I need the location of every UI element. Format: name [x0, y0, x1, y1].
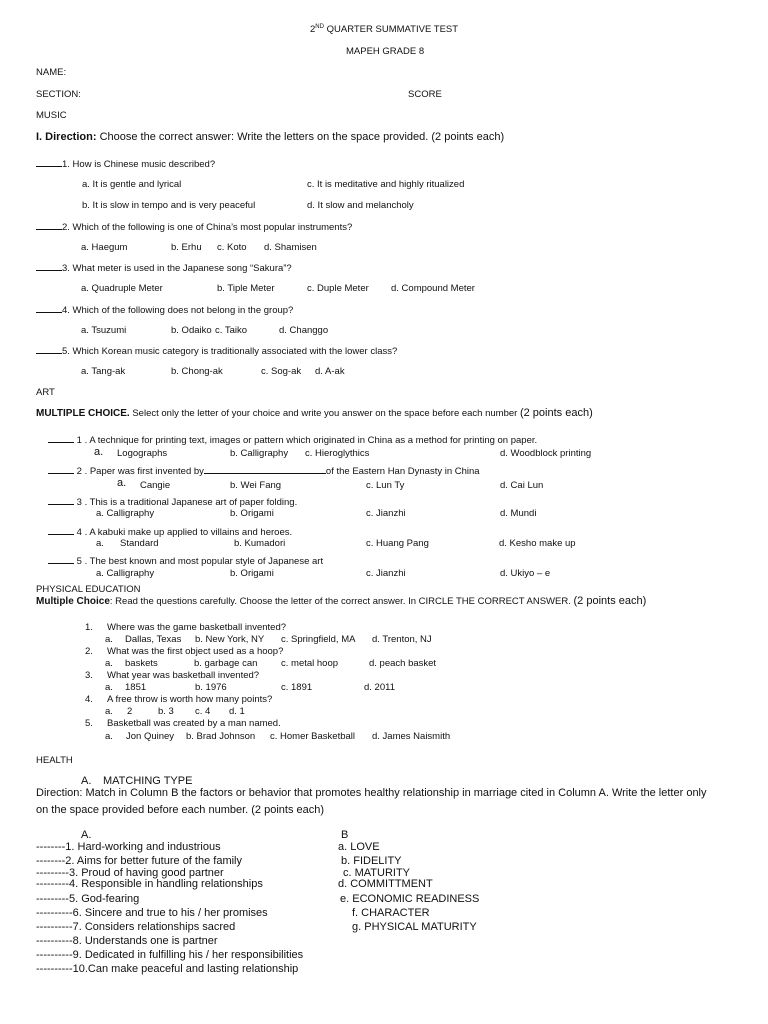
- pe-q4-option-d: d. 1: [229, 706, 245, 717]
- answer-blank: [48, 434, 74, 443]
- pe-q2-option-d: d. peach basket: [369, 658, 437, 669]
- question-text: 3 . This is a traditional Japanese art of paper folding.: [76, 497, 298, 508]
- pe-q3-option-a: 1851: [125, 682, 147, 693]
- music-q1-option-c: c. It is meditative and highly ritualized: [307, 179, 465, 190]
- art-question-1: [48, 434, 537, 446]
- art-q3-option-c: c. Jianzhi: [366, 508, 406, 519]
- answer-blank: [48, 496, 74, 505]
- music-q3-option-d: d. Compound Meter: [391, 283, 475, 294]
- art-q1-option-b: b. Calligraphy: [230, 448, 289, 459]
- pe-heading: PHYSICAL EDUCATION: [36, 584, 141, 595]
- pe-q4-option-c: c. 4: [195, 706, 211, 717]
- question-text: 4. Which of the following does not belong in the group?: [62, 305, 294, 316]
- art-q4-option-a-letter: a.: [96, 538, 104, 549]
- direction-text: Choose the correct answer: Write the letters on the space provided. (2 points each): [96, 131, 505, 143]
- answer-blank: [36, 345, 62, 354]
- art-question-4: [48, 526, 292, 538]
- art-q2-option-b: b. Wei Fang: [230, 480, 282, 491]
- art-q4-option-c: c. Huang Pang: [366, 538, 429, 549]
- pe-q4-number: 4.: [85, 694, 93, 705]
- music-q3-option-c: c. Duple Meter: [307, 283, 369, 294]
- page-subtitle: MAPEH GRADE 8: [346, 46, 425, 57]
- music-q2-option-c: c. Koto: [217, 242, 247, 253]
- music-q5-option-d: d. A-ak: [315, 366, 345, 377]
- art-q1-option-a-letter: a.: [94, 446, 104, 458]
- pe-direction: [36, 595, 646, 607]
- direction-label: Multiple Choice: [36, 596, 110, 607]
- pe-q2-option-b: b. garbage can: [194, 658, 258, 669]
- pe-q4-option-a-letter: a.: [105, 706, 113, 717]
- pe-q1-option-a: Dallas, Texas: [125, 634, 182, 645]
- pe-q5-option-a-letter: a.: [105, 731, 113, 742]
- direction-text: : Read the questions carefully. Choose the letter of the correct answer. In CIRCLE THE CORRECT ANSWER.: [109, 596, 574, 607]
- column-a-item-5: ---------5. God-fearing: [36, 893, 140, 905]
- music-q4-option-b: b. Odaiko: [171, 325, 212, 336]
- music-heading: MUSIC: [36, 110, 67, 121]
- music-q2-option-d: d. Shamisen: [264, 242, 317, 253]
- art-heading: ART: [36, 387, 55, 398]
- column-a-item-1: --------1. Hard-working and industrious: [36, 841, 221, 853]
- title-superscript: ND: [315, 24, 324, 30]
- column-a-item-6: ----------6. Sincere and true to his / her promises: [36, 907, 268, 919]
- question-text: 5. Which Korean music category is traditionally associated with the lower class?: [62, 346, 398, 357]
- music-question-5: [36, 345, 397, 357]
- art-direction: [36, 407, 593, 419]
- column-a-item-10: ----------10.Can make peaceful and lasting relationship: [36, 963, 299, 975]
- column-b-heading: B: [341, 829, 349, 841]
- art-q1-option-a: Logographs: [117, 448, 168, 459]
- music-question-3: [36, 262, 292, 274]
- pe-q1-option-b: b. New York, NY: [195, 634, 265, 645]
- pe-q1-number: 1.: [85, 622, 93, 633]
- health-direction-line-2: on the space provided before each number. (2 points each): [36, 804, 325, 816]
- pe-q4-option-a: 2: [127, 706, 133, 717]
- art-q1-option-c: c. Hieroglythics: [305, 448, 370, 459]
- title-number: 2: [310, 24, 316, 36]
- music-q5-option-c: c. Sog-ak: [261, 366, 302, 377]
- title-text: QUARTER SUMMATIVE TEST: [323, 24, 459, 36]
- art-q2-option-c: c. Lun Ty: [366, 480, 405, 491]
- art-question-5: [48, 555, 323, 567]
- pe-question-5: Basketball was created by a man named.: [107, 718, 281, 729]
- music-q2-option-a: a. Haegum: [81, 242, 128, 253]
- direction-label: MULTIPLE CHOICE.: [36, 408, 130, 419]
- art-q4-option-a: Standard: [120, 538, 159, 549]
- pe-question-1: Where was the game basketball invented?: [107, 622, 287, 633]
- column-b-item-g: g. PHYSICAL MATURITY: [352, 921, 477, 933]
- pe-q2-option-c: c. metal hoop: [281, 658, 339, 669]
- art-question-3: [48, 496, 297, 508]
- art-q2-option-a: Cangie: [140, 480, 171, 491]
- matching-letter: A.: [81, 775, 92, 787]
- column-a-item-4: ---------4. Responsible in handling relationships: [36, 878, 263, 890]
- art-q3-option-d: d. Mundi: [500, 508, 537, 519]
- column-a-item-2: --------2. Aims for better future of the family: [36, 855, 242, 867]
- music-q2-option-b: b. Erhu: [171, 242, 202, 253]
- column-b-item-c: c. MATURITY: [343, 867, 411, 879]
- pe-question-3: What year was basketball invented?: [107, 670, 260, 681]
- pe-question-4: A free throw is worth how many points?: [107, 694, 273, 705]
- art-q4-option-d: d. Kesho make up: [499, 538, 576, 549]
- question-text: 1. How is Chinese music described?: [62, 159, 216, 170]
- column-b-item-d: d. COMMITTMENT: [338, 878, 433, 890]
- pe-question-2: What was the first object used as a hoop?: [107, 646, 284, 657]
- art-q5-option-d: d. Ukiyo – e: [500, 568, 551, 579]
- column-a-item-9: ----------9. Dedicated in fulfilling his / her responsibilities: [36, 949, 304, 961]
- health-direction-line-1: Direction: Match in Column B the factors or behavior that promotes healthy relationship in marriage cited in Column A. Write the letter only: [36, 787, 707, 799]
- art-q1-option-d: d. Woodblock printing: [500, 448, 592, 459]
- question-text: 2. Which of the following is one of China’s most popular instruments?: [62, 222, 353, 233]
- answer-blank: [36, 158, 62, 167]
- pe-q5-option-a: Jon Quiney: [126, 731, 175, 742]
- art-q2-option-d: d. Cai Lun: [500, 480, 544, 491]
- answer-blank: [48, 465, 74, 474]
- pe-q4-option-b: b. 3: [158, 706, 174, 717]
- pe-q1-option-a-letter: a.: [105, 634, 113, 645]
- music-q4-option-a: a. Tsuzumi: [81, 325, 127, 336]
- name-label: NAME:: [36, 67, 67, 78]
- health-heading: HEALTH: [36, 755, 73, 766]
- direction-label: I. Direction:: [36, 131, 97, 143]
- question-text: 4 . A kabuki make up applied to villains and heroes.: [76, 527, 293, 538]
- pe-q5-option-d: d. James Naismith: [372, 731, 451, 742]
- pe-q5-option-b: b. Brad Johnson: [186, 731, 256, 742]
- art-q5-option-a: a. Calligraphy: [96, 568, 155, 579]
- fill-in-blank: [204, 465, 326, 474]
- music-q1-option-d: d. It slow and melancholy: [307, 200, 414, 211]
- music-direction: [36, 131, 504, 143]
- score-label: SCORE: [408, 89, 442, 100]
- page-title: [310, 24, 458, 35]
- art-q4-option-b: b. Kumadori: [234, 538, 286, 549]
- art-q3-option-b: b. Origami: [230, 508, 274, 519]
- pe-q3-option-a-letter: a.: [105, 682, 113, 693]
- art-q5-option-b: b. Origami: [230, 568, 274, 579]
- music-q1-option-a: a. It is gentle and lyrical: [82, 179, 182, 190]
- music-q3-option-b: b. Tiple Meter: [217, 283, 275, 294]
- matching-title: MATCHING TYPE: [103, 775, 193, 787]
- question-text-end: of the Eastern Han Dynasty in China: [325, 466, 480, 477]
- pe-q3-option-b: b. 1976: [195, 682, 227, 693]
- pe-q5-option-c: c. Homer Basketball: [270, 731, 356, 742]
- answer-blank: [48, 555, 74, 564]
- music-q4-option-c: c. Taiko: [215, 325, 248, 336]
- pe-q1-option-c: c. Springfield, MA: [281, 634, 356, 645]
- section-label: SECTION:: [36, 89, 81, 100]
- column-b-item-a: a. LOVE: [338, 841, 380, 853]
- column-a-heading: A.: [81, 829, 92, 841]
- direction-points: (2 points each): [519, 407, 593, 419]
- music-q5-option-a: a. Tang-ak: [81, 366, 126, 377]
- art-q2-option-a-letter: a.: [117, 477, 127, 489]
- art-question-2: [48, 465, 480, 477]
- question-text: 1 . A technique for printing text, images or pattern which originated in China as a method for printing on paper.: [76, 435, 538, 446]
- column-b-item-e: e. ECONOMIC READINESS: [340, 893, 480, 905]
- answer-blank: [36, 262, 62, 271]
- answer-blank: [36, 304, 62, 313]
- music-q4-option-d: d. Changgo: [279, 325, 329, 336]
- column-a-item-3: ---------3. Proud of having good partner: [36, 867, 224, 879]
- column-b-item-b: b. FIDELITY: [341, 855, 402, 867]
- music-q5-option-b: b. Chong-ak: [171, 366, 223, 377]
- pe-q2-option-a-letter: a.: [105, 658, 113, 669]
- music-question-4: [36, 304, 293, 316]
- pe-q3-number: 3.: [85, 670, 93, 681]
- column-a-item-7: ----------7. Considers relationships sacred: [36, 921, 236, 933]
- pe-q1-option-d: d. Trenton, NJ: [372, 634, 432, 645]
- question-text: 5 . The best known and most popular style of Japanese art: [76, 556, 324, 567]
- art-q5-option-c: c. Jianzhi: [366, 568, 406, 579]
- question-text: 2 . Paper was first invented by: [76, 466, 204, 477]
- pe-q2-option-a: baskets: [125, 658, 158, 669]
- music-q1-option-b: b. It is slow in tempo and is very peaceful: [82, 200, 256, 211]
- music-question-1: [36, 158, 215, 170]
- art-q3-option-a: a. Calligraphy: [96, 508, 155, 519]
- music-q3-option-a: a. Quadruple Meter: [81, 283, 163, 294]
- question-text: 3. What meter is used in the Japanese song “Sakura”?: [62, 263, 292, 274]
- direction-text: Select only the letter of your choice and write you answer on the space before each number: [129, 408, 520, 419]
- pe-q5-number: 5.: [85, 718, 93, 729]
- column-b-item-f: f. CHARACTER: [352, 907, 430, 919]
- pe-q2-number: 2.: [85, 646, 93, 657]
- music-question-2: [36, 221, 352, 233]
- direction-points: (2 points each): [573, 595, 647, 607]
- answer-blank: [36, 221, 62, 230]
- answer-blank: [48, 526, 74, 535]
- pe-q3-option-c: c. 1891: [281, 682, 313, 693]
- pe-q3-option-d: d. 2011: [364, 682, 395, 693]
- column-a-item-8: ----------8. Understands one is partner: [36, 935, 218, 947]
